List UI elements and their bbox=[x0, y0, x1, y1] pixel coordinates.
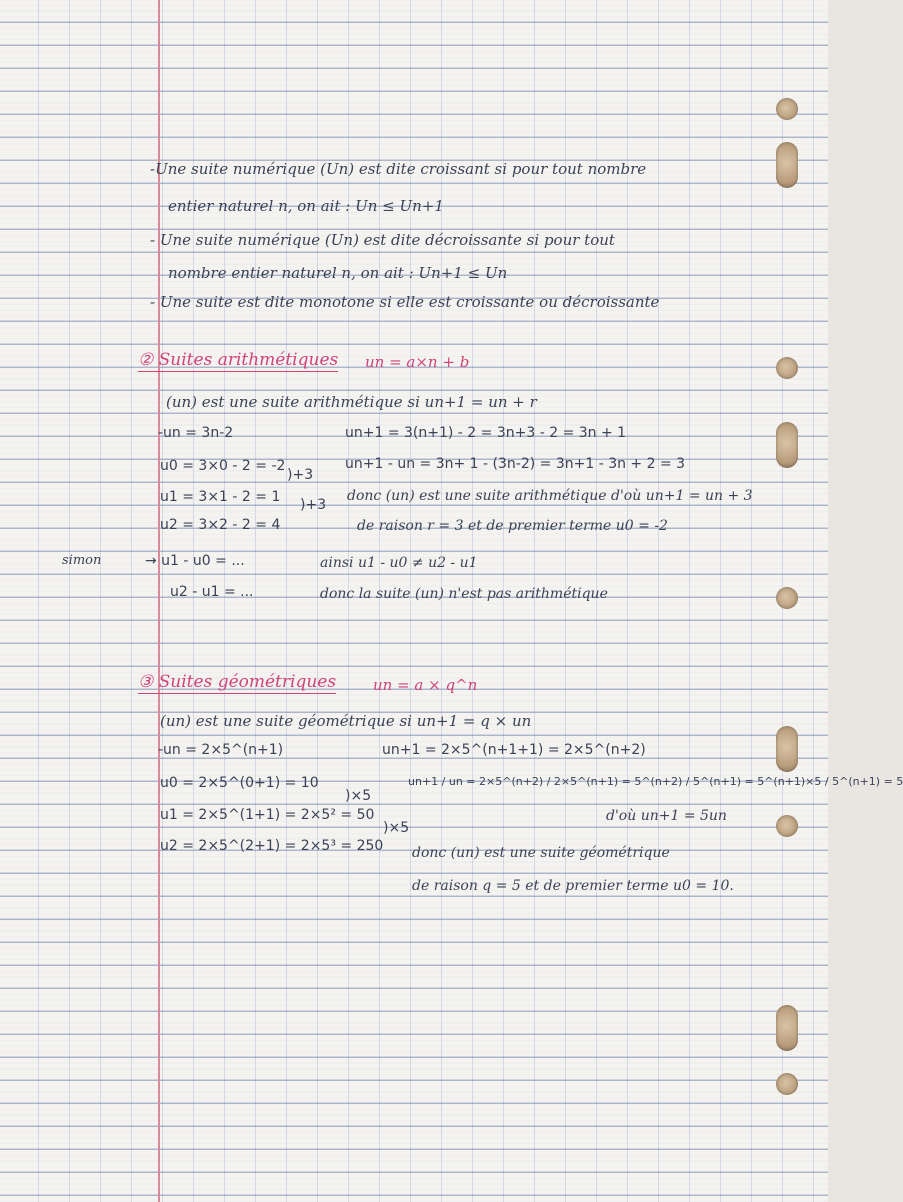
sequence-term: -un = 3n-2 bbox=[158, 425, 234, 441]
binder-hole bbox=[776, 587, 798, 609]
binder-hole bbox=[776, 1073, 798, 1095]
section-title-text: ② Suites arithmétiques bbox=[138, 350, 339, 370]
binder-hole bbox=[776, 726, 798, 772]
binder-hole bbox=[776, 1005, 798, 1051]
difference-brace: )+3 bbox=[287, 467, 314, 483]
counter-example-line: ainsi u1 - u0 ≠ u2 - u1 bbox=[320, 555, 478, 571]
sequence-term: u1 = 3×1 - 2 = 1 bbox=[160, 489, 281, 505]
section-title-text: ③ Suites géométriques bbox=[138, 672, 337, 692]
binder-hole bbox=[776, 98, 798, 120]
binder-hole bbox=[776, 142, 798, 188]
computation-line: un+1 / un = 2×5^(n+2) / 2×5^(n+1) = 5^(n+2) / 5^(n+1) = 5^(n+1)×5 / 5^(n+1) = 5 bbox=[408, 775, 903, 788]
definition-line: entier naturel n, on ait : Un ≤ Un+1 bbox=[168, 197, 444, 215]
section-formula: un = a × q^n bbox=[373, 676, 478, 694]
conclusion-line: donc (un) est une suite géométrique bbox=[412, 845, 670, 861]
conclusion-line: donc (un) est une suite arithmétique d'où un+1 = un + 3 bbox=[347, 488, 753, 504]
margin-note: simon bbox=[62, 553, 102, 568]
definition-line: nombre entier naturel n, on ait : Un+1 ≤ Un bbox=[168, 264, 508, 282]
sequence-term: u1 = 2×5^(1+1) = 2×5² = 50 bbox=[160, 807, 375, 823]
conclusion-line: d'où un+1 = 5un bbox=[606, 808, 727, 824]
conclusion-line: de raison r = 3 et de premier terme u0 = -2 bbox=[357, 518, 668, 534]
computation-line: un+1 - un = 3n+ 1 - (3n-2) = 3n+1 - 3n + 2 = 3 bbox=[345, 456, 686, 472]
conclusion-line: de raison q = 5 et de premier terme u0 = 10. bbox=[412, 878, 734, 894]
section-formula: un = a×n + b bbox=[365, 353, 470, 371]
sequence-term: u2 = 3×2 - 2 = 4 bbox=[160, 517, 281, 533]
binder-hole bbox=[776, 815, 798, 837]
sequence-term: u0 = 2×5^(0+1) = 10 bbox=[160, 775, 319, 791]
section-title bbox=[138, 350, 338, 370]
section-definition: (un) est une suite arithmétique si un+1 = un + r bbox=[166, 393, 537, 411]
counter-example-term: u2 - u1 = ... bbox=[170, 584, 254, 600]
computation-line: un+1 = 2×5^(n+1+1) = 2×5^(n+2) bbox=[382, 742, 646, 758]
ratio-brace: )×5 bbox=[383, 820, 410, 836]
ratio-brace: )×5 bbox=[345, 788, 372, 804]
computation-line: un+1 = 3(n+1) - 2 = 3n+3 - 2 = 3n + 1 bbox=[345, 425, 627, 441]
margin-line bbox=[158, 0, 160, 1202]
binder-hole bbox=[776, 357, 798, 379]
sequence-term: -un = 2×5^(n+1) bbox=[158, 742, 284, 758]
difference-brace: )+3 bbox=[300, 497, 327, 513]
definition-line: - Une suite est dite monotone si elle est croissante ou décroissante bbox=[150, 293, 660, 311]
sequence-term: u2 = 2×5^(2+1) = 2×5³ = 250 bbox=[160, 838, 384, 854]
definition-line: - Une suite numérique (Un) est dite décroissante si pour tout bbox=[150, 231, 615, 249]
counter-example-term: → u1 - u0 = ... bbox=[145, 553, 245, 569]
sequence-term: u0 = 3×0 - 2 = -2 bbox=[160, 458, 286, 474]
definition-line: -Une suite numérique (Un) est dite croissant si pour tout nombre bbox=[150, 160, 647, 178]
section-title bbox=[138, 672, 336, 692]
section-definition: (un) est une suite géométrique si un+1 = q × un bbox=[160, 712, 532, 730]
binder-hole bbox=[776, 422, 798, 468]
counter-example-line: donc la suite (un) n'est pas arithmétique bbox=[320, 586, 608, 602]
